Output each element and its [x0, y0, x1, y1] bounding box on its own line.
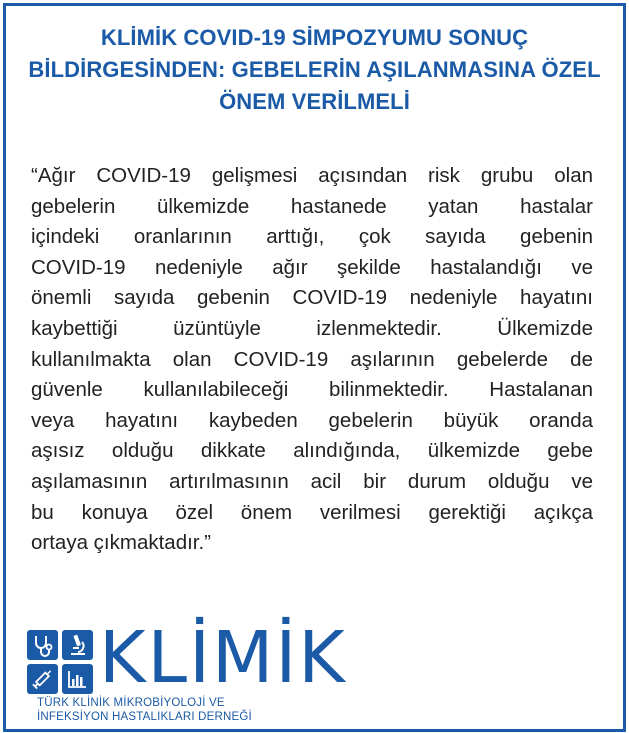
quote-line: ortaya çıkmaktadır.”	[31, 531, 212, 555]
quote-body	[31, 161, 593, 559]
logo-subtitle-line-2: İNFEKSİYON HASTALIKLARI DERNEĞİ	[37, 711, 252, 723]
quote-line: “Ağır COVID-19 gelişmesi açısından risk grubu olan	[31, 164, 593, 187]
logo-subtitle-line-1: TÜRK KLİNİK MİKROBİYOLOJİ VE	[37, 697, 225, 709]
quote-line: aşılamasının artırılmasının acil bir durum olduğu ve	[31, 469, 593, 493]
logo-wordmark: KLİMİK	[99, 616, 347, 699]
logo-subtitle	[37, 696, 252, 724]
microscope-icon	[62, 630, 93, 660]
headline-line-3: ÖNEM VERİLMELİ	[219, 89, 410, 114]
quote-line: aşısız olduğu dikkate alındığında, ülkemizde gebe	[31, 439, 593, 463]
quote-line: önemli sayıda gebenin COVID-19 nedeniyle hayatını	[31, 286, 593, 310]
logo-icon-grid	[27, 630, 95, 696]
quote-line: COVID-19 nedeniyle ağır şekilde hastalandığı ve	[31, 255, 593, 279]
headline	[6, 22, 623, 118]
syringe-icon	[27, 664, 58, 694]
quote-line: veya hayatını kaybeden gebelerin büyük oranda	[31, 408, 593, 432]
headline-line-2: BİLDİRGESİNDEN: GEBELERİN AŞILANMASINA ÖZEL	[28, 57, 601, 82]
quote-line: kaybettiği üzüntüyle izlenmektedir. Ülkemizde	[31, 316, 593, 340]
bar-chart-icon	[62, 664, 93, 694]
quote-line: gebelerin ülkemizde hastanede yatan hastalar	[31, 194, 593, 218]
quote-line: güvenle kullanılabileceği bilinmektedir. Hastalanan	[31, 378, 593, 402]
quote-line: içindeki oranlarının arttığı, çok sayıda gebenin	[31, 225, 593, 249]
quote-line: kullanılmakta olan COVID-19 aşılarının gebelerde de	[31, 347, 593, 371]
stethoscope-icon	[27, 630, 58, 660]
quote-line: bu konuya özel önem verilmesi gerektiği açıkça	[31, 500, 593, 524]
headline-line-1: KLİMİK COVID-19 SİMPOZYUMU SONUÇ	[100, 25, 529, 50]
klimik-logo	[27, 616, 347, 725]
announcement-card	[3, 3, 626, 732]
